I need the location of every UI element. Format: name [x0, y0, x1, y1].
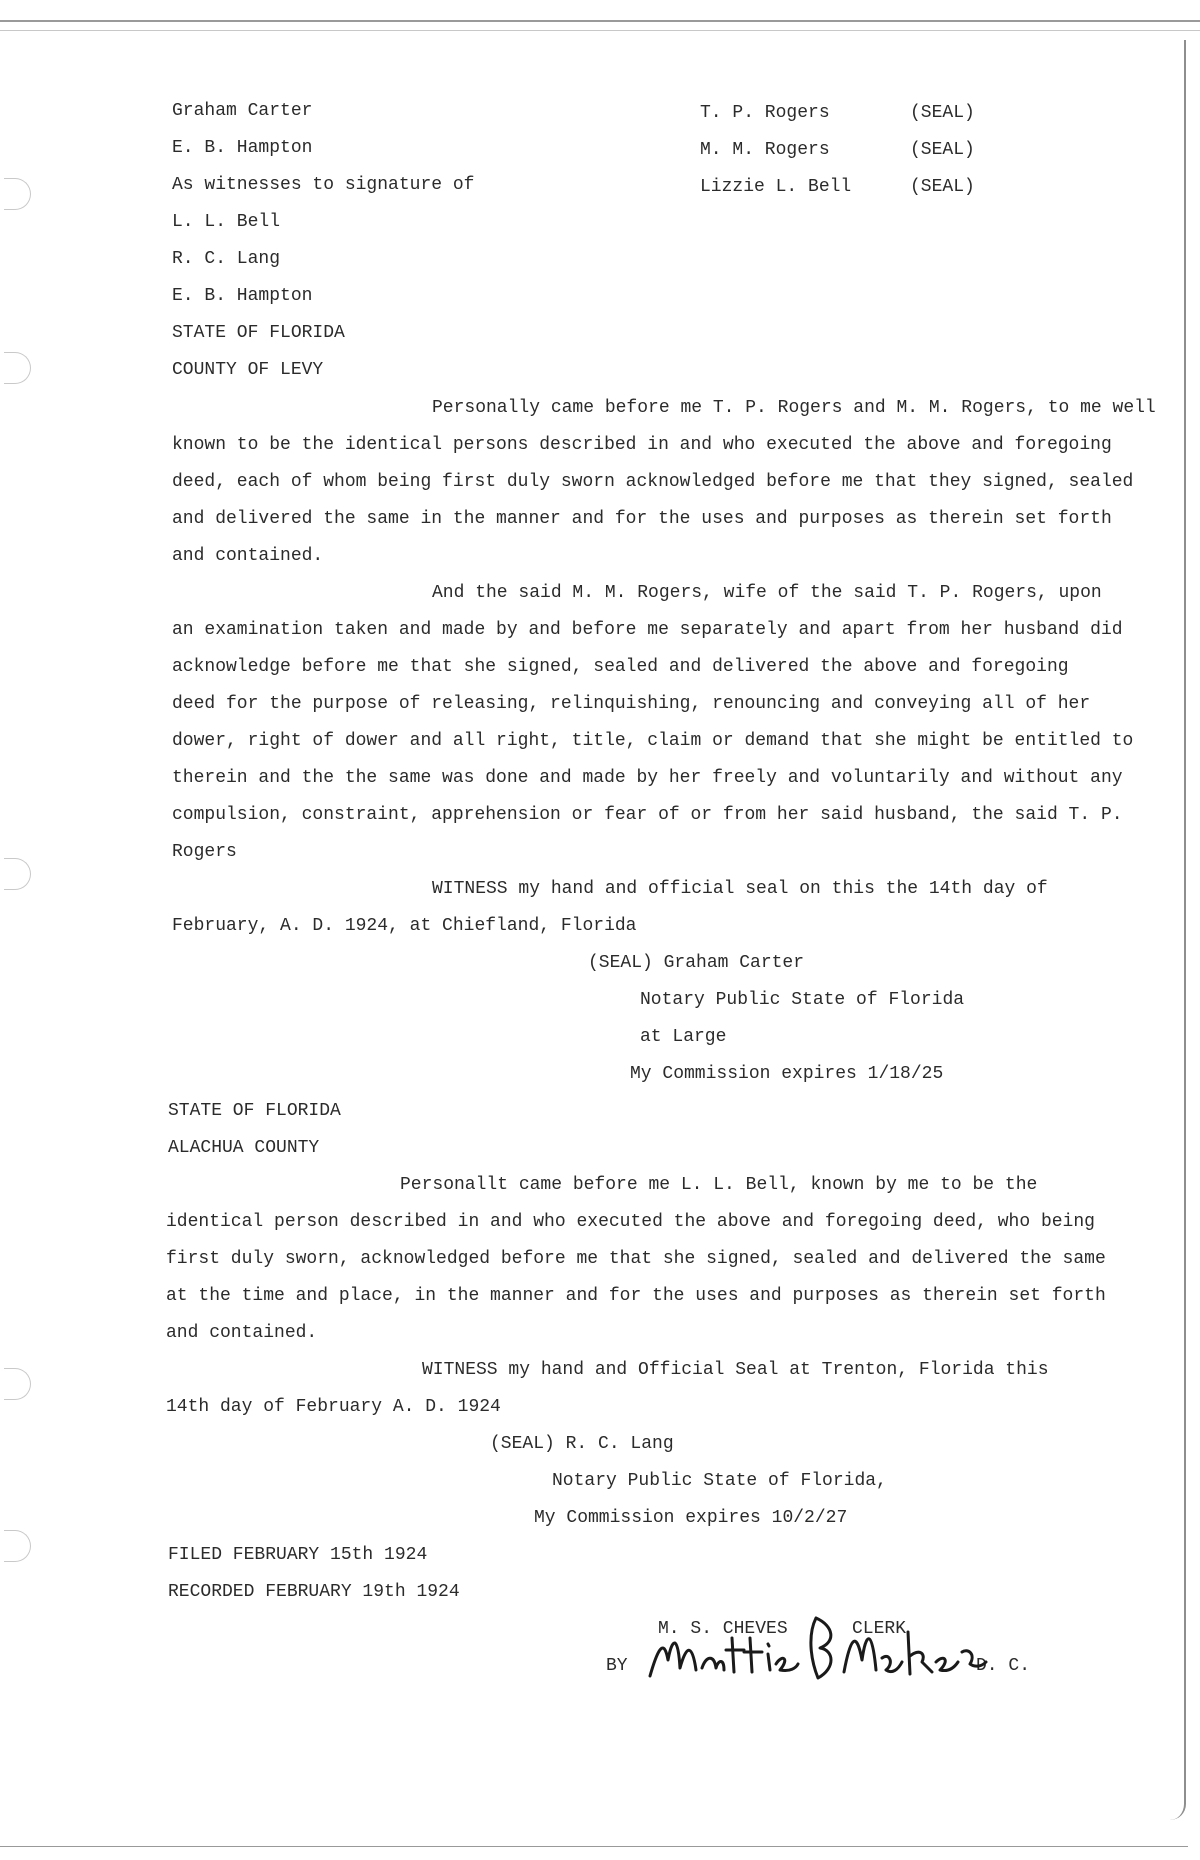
- punch-hole-5: [4, 1530, 31, 1562]
- ack1-para2-line: dower, right of dower and all right, title, claim or demand that she might be entitled to: [172, 731, 1134, 751]
- notary1-line: at Large: [640, 1027, 727, 1047]
- grantor-name: Lizzie L. Bell: [700, 177, 852, 197]
- filed-stamp: FILED FEBRUARY 15th 1924: [168, 1545, 428, 1565]
- punch-hole-3: [4, 858, 31, 890]
- ack1-para2-line: Rogers: [172, 842, 237, 862]
- witness-line: Graham Carter: [172, 101, 313, 121]
- notary2-line: Notary Public State of Florida,: [552, 1471, 887, 1491]
- ack2-witness-line: WITNESS my hand and Official Seal at Trenton, Florida this: [422, 1360, 1049, 1380]
- page-edge-curl: [1170, 40, 1186, 1820]
- bottom-rule: [0, 1846, 1188, 1847]
- notary2-line: My Commission expires 10/2/27: [534, 1508, 848, 1528]
- witness-line: As witnesses to signature of: [172, 175, 475, 195]
- witness-line: E. B. Hampton: [172, 138, 313, 158]
- deputy-signature: [640, 1598, 992, 1698]
- county-heading: COUNTY OF LEVY: [172, 360, 324, 380]
- witness-line: E. B. Hampton: [172, 286, 313, 306]
- ack1-para2-line: compulsion, constraint, apprehension or fear of or from her said husband, the said T. P.: [172, 805, 1123, 825]
- punch-hole-1: [4, 178, 31, 210]
- grantor-seal: (SEAL): [910, 103, 975, 123]
- grantor-seal: (SEAL): [910, 177, 975, 197]
- ack1-para1-line: and contained.: [172, 546, 324, 566]
- ack2-para1-line: Personallt came before me L. L. Bell, known by me to be the: [400, 1175, 1038, 1195]
- notary1-line: Notary Public State of Florida: [640, 990, 965, 1010]
- top-rule: [0, 20, 1200, 31]
- notary1-line: My Commission expires 1/18/25: [630, 1064, 944, 1084]
- ack1-para2-line: deed for the purpose of releasing, relinquishing, renouncing and conveying all of her: [172, 694, 1091, 714]
- grantor-name: T. P. Rogers: [700, 103, 830, 123]
- ack2-para1-line: at the time and place, in the manner and for the uses and purposes as therein set forth: [166, 1286, 1106, 1306]
- clerk-name: M. S. CHEVES: [658, 1619, 788, 1639]
- witness-line: R. C. Lang: [172, 249, 281, 269]
- ack2-witness-line: 14th day of February A. D. 1924: [166, 1397, 501, 1417]
- notary2-line: (SEAL) R. C. Lang: [490, 1434, 674, 1454]
- grantor-seal: (SEAL): [910, 140, 975, 160]
- punch-hole-4: [4, 1368, 31, 1400]
- by-label: BY: [606, 1656, 628, 1676]
- ack1-para2-line: acknowledge before me that she signed, sealed and delivered the above and foregoing: [172, 657, 1069, 677]
- county-heading: ALACHUA COUNTY: [168, 1138, 320, 1158]
- ack1-witness-line: February, A. D. 1924, at Chiefland, Florida: [172, 916, 637, 936]
- state-heading: STATE OF FLORIDA: [168, 1101, 341, 1121]
- ack1-para2-line: therein and the the same was done and made by her freely and voluntarily and without any: [172, 768, 1123, 788]
- clerk-title: CLERK: [852, 1619, 907, 1639]
- punch-hole-2: [4, 352, 31, 384]
- ack1-para1-line: and delivered the same in the manner and for the uses and purposes as therein set forth: [172, 509, 1112, 529]
- ack1-witness-line: WITNESS my hand and official seal on this the 14th day of: [432, 879, 1048, 899]
- witness-line: L. L. Bell: [172, 212, 281, 232]
- ack1-para1-line: Personally came before me T. P. Rogers and M. M. Rogers, to me well: [432, 398, 1156, 418]
- notary1-line: (SEAL) Graham Carter: [588, 953, 805, 973]
- ack2-para1-line: and contained.: [166, 1323, 318, 1343]
- deputy-clerk-label: D. C.: [976, 1656, 1031, 1676]
- ack2-para1-line: first duly sworn, acknowledged before me that she signed, sealed and delivered the same: [166, 1249, 1106, 1269]
- ack2-para1-line: identical person described in and who executed the above and foregoing deed, who being: [166, 1212, 1095, 1232]
- ack1-para1-line: deed, each of whom being first duly sworn acknowledged before me that they signed, sealed: [172, 472, 1134, 492]
- ack1-para1-line: known to be the identical persons described in and who executed the above and foregoing: [172, 435, 1112, 455]
- ack1-para2-line: And the said M. M. Rogers, wife of the said T. P. Rogers, upon: [432, 583, 1102, 603]
- state-heading: STATE OF FLORIDA: [172, 323, 345, 343]
- recorded-stamp: RECORDED FEBRUARY 19th 1924: [168, 1582, 460, 1602]
- grantor-name: M. M. Rogers: [700, 140, 830, 160]
- ack1-para2-line: an examination taken and made by and before me separately and apart from her husband did: [172, 620, 1123, 640]
